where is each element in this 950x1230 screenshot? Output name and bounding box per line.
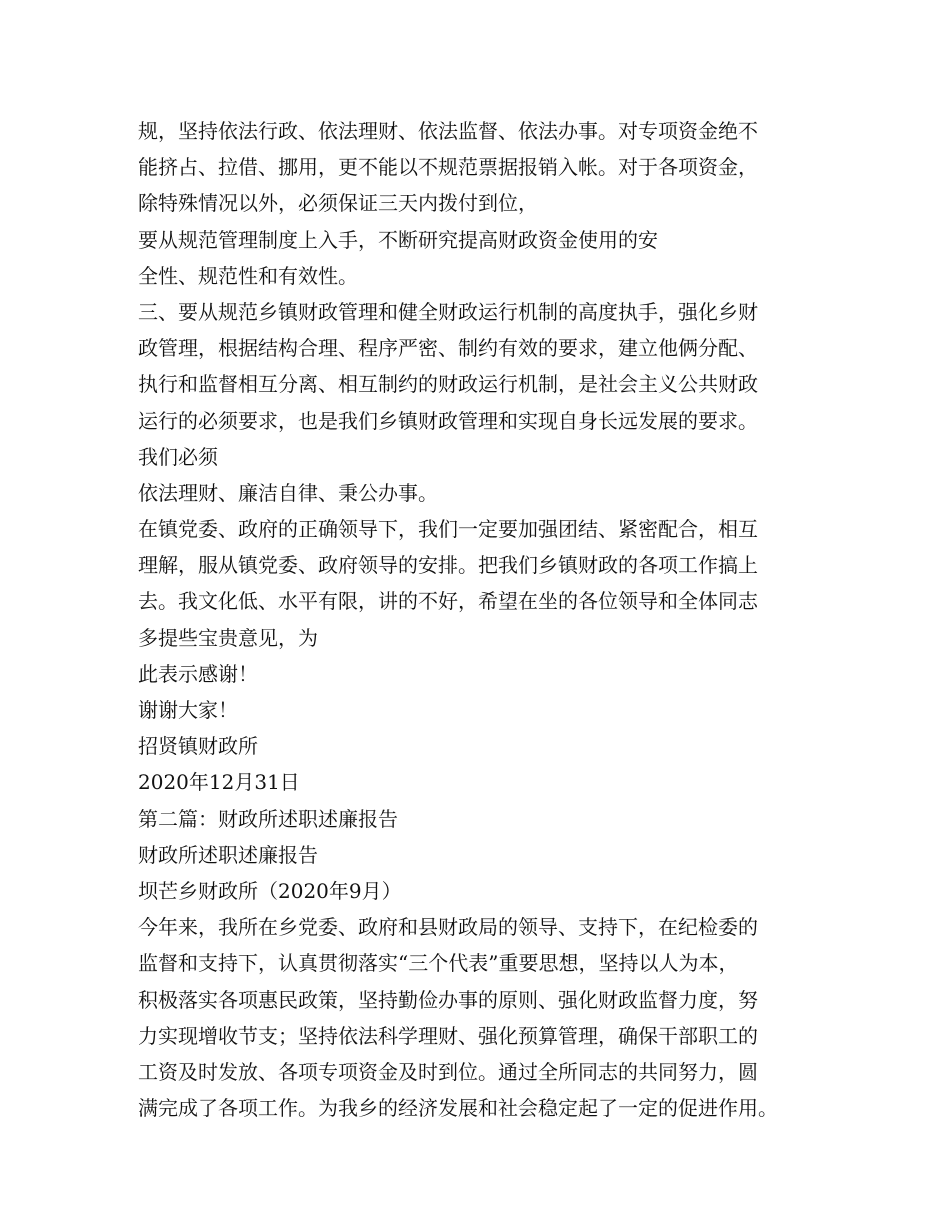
document-body (138, 113, 838, 1126)
text-line: 此表示感谢！ (138, 661, 258, 686)
signature-org: 招贤镇财政所 (138, 734, 258, 759)
text-line: 依法理财、廉洁自律、秉公办事。 (138, 480, 438, 505)
text-line: 全性、规范性和有效性。 (138, 263, 358, 288)
text-line: 规，坚持依法行政、依法理财、依法监督、依法办事。对专项资金绝不 (138, 119, 758, 143)
text-line: 执行和监督相互分离、相互制约的财政运行机制，是社会主义公共财政 (138, 372, 758, 397)
text-line: 我们必须 (138, 444, 218, 469)
section-heading: 第二篇：财政所述职述廉报告 (138, 806, 398, 831)
text-line: 能挤占、拉借、挪用，更不能以不规范票据报销入帐。对于各项资金， (138, 155, 758, 180)
text-line: 政管理，根据结构合理、程序严密、制约有效的要求，建立他俩分配、 (138, 336, 758, 361)
text-line: 去。我文化低、水平有限，讲的不好，希望在坐的各位领导和全体同志 (138, 589, 758, 614)
text-line: 监督和支持下，认真贯彻落实“三个代表”重要思想，坚持以人为本， (138, 951, 739, 976)
text-line: 满完成了各项工作。为我乡的经济发展和社会稳定起了一定的促进作用。 (138, 1096, 778, 1121)
report-title: 财政所述职述廉报告 (138, 842, 318, 867)
text-line: 运行的必须要求，也是我们乡镇财政管理和实现自身长远发展的要求。 (138, 408, 758, 433)
text-line: 三、要从规范乡镇财政管理和健全财政运行机制的高度执手，强化乡财 (138, 299, 758, 324)
text-line: 要从规范管理制度上入手，不断研究提高财政资金使用的安 (138, 227, 658, 252)
text-line: 多提些宝贵意见，为 (138, 625, 318, 650)
signature-date: 2020年12月31日 (138, 770, 300, 795)
text-line: 工资及时发放、各项专项资金及时到位。通过全所同志的共同努力，圆 (138, 1059, 758, 1084)
text-line: 力实现增收节支；坚持依法科学理财、强化预算管理，确保干部职工的 (138, 1023, 758, 1048)
text-line: 谢谢大家！ (138, 698, 238, 722)
text-line: 除特殊情况以外，必须保证三天内拨付到位， (138, 191, 538, 216)
text-line: 今年来，我所在乡党委、政府和县财政局的领导、支持下，在纪检委的 (138, 915, 758, 940)
text-line: 理解，服从镇党委、政府领导的安排。把我们乡镇财政的各项工作搞上 (138, 553, 758, 578)
text-line: 在镇党委、政府的正确领导下，我们一定要加强团结、紧密配合，相互 (138, 517, 758, 542)
report-author-date: 坝芒乡财政所（2020年9月） (138, 878, 402, 903)
text-line: 积极落实各项惠民政策，坚持勤俭办事的原则、强化财政监督力度，努 (138, 987, 758, 1012)
